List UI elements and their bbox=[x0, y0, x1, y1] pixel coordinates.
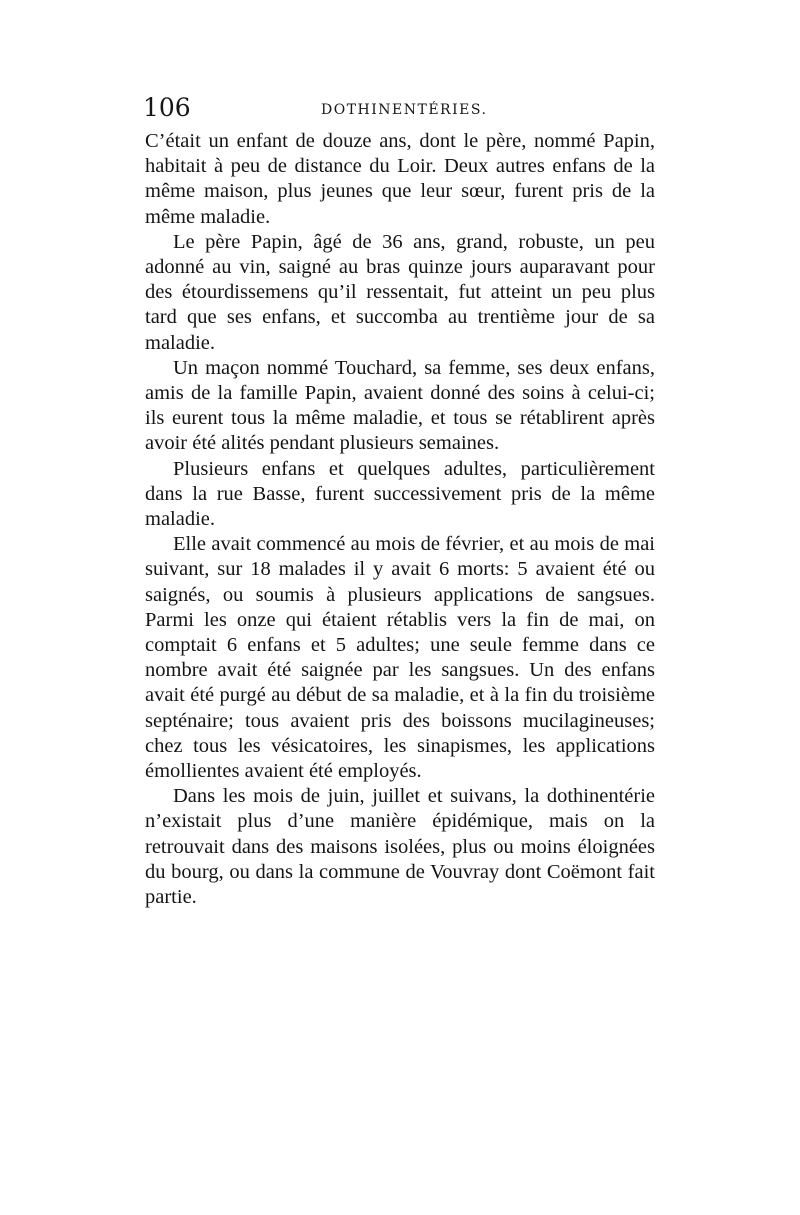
paragraph-statistics: Elle avait commencé au mois de février, et au mois de mai suivant, sur 18 malades il y avait 6 morts: 5 avaient été ou saignés, ou soumis à plusieurs applications de sangsues. Parmi les onze qui étaient rétablis vers la fin de mai, on comptait 6 enfans et 5 adultes; une seule femme dans ce nombre avait été saignée par les sangsues. Un des enfans avait été purgé au début de sa maladie, et à la fin du troisième septénaire; tous avaient pris des boissons mucilagineuses; chez tous les vésicatoires, les sinapismes, les applications émollientes avaient été employés. bbox=[145, 533, 655, 783]
paragraph-touchard: Un maçon nommé Touchard, sa femme, ses deux enfans, amis de la famille Papin, avaient donné des soins à celui-ci; ils eurent tous la même maladie, et tous se rétablirent après avoir été alités pendant plusieurs semaines. bbox=[145, 356, 655, 455]
page-body bbox=[145, 129, 655, 910]
paragraph-papin-child: C’était un enfant de douze ans, dont le père, nommé Papin, habitait à peu de distance du Loir. Deux autres enfans de la même maison, plus jeunes que leur sœur, furent pris de la même maladie. bbox=[145, 130, 655, 228]
page-header bbox=[143, 94, 655, 124]
paragraph-father-papin: Le père Papin, âgé de 36 ans, grand, robuste, un peu adonné au vin, saigné au bras quinze jours auparavant pour des étourdissemens qu’il ressentait, fut atteint un peu plus tard que ses enfans, et succomba au trentième jour de sa maladie. bbox=[145, 230, 655, 354]
page-number: 106 bbox=[143, 93, 191, 122]
paragraph-rue-basse: Plusieurs enfans et quelques adultes, particulièrement dans la rue Basse, furent successivement pris de la même maladie. bbox=[145, 457, 655, 531]
running-head: DOTHINENTÉRIES. bbox=[321, 102, 488, 118]
paragraph-summer-months: Dans les mois de juin, juillet et suivans, la dothinentérie n’existait plus d’une manière épidémique, mais on la retrouvait dans des maisons isolées, plus ou moins éloignées du bourg, ou dans la commune de Vouvray dont Coëmont fait partie. bbox=[145, 785, 655, 909]
